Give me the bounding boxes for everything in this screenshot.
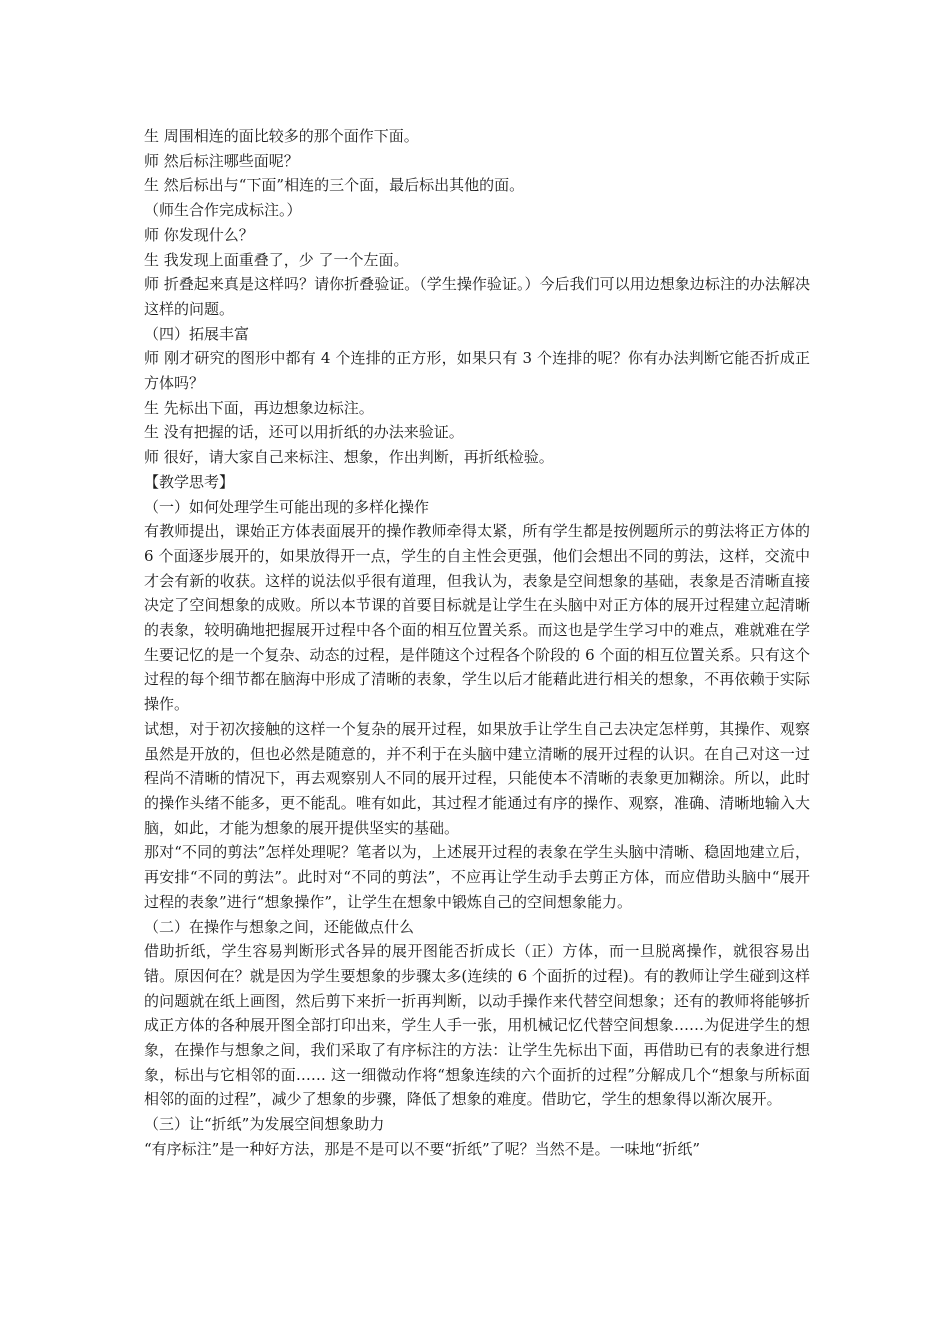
body-paragraph: “有序标注”是一种好方法，那是不是可以不要“折纸”了呢？当然不是。一味地“折纸” <box>144 1139 701 1158</box>
dialogue-line: 师 刚才研究的图形中都有 4 个连排的正方形，如果只有 3 个连排的呢？你有办法判断它能否折成正方体吗？ <box>144 349 810 393</box>
dialogue-line: 师 折叠起来真是这样吗？请你折叠验证。（学生操作验证。）今后我们可以用边想象边标注的办法解决这样的问题。 <box>144 275 810 318</box>
stage-note: （师生合作完成标注。） <box>144 201 302 220</box>
body-paragraph: 借助折纸，学生容易判断形式各异的展开图能否折成长（正）方体，而一旦脱离操作，就很容易出错。原因何在？就是因为学生要想象的步骤太多(连续的 6 个面折的过程)。有的教师让学生碰到这样的问题就在纸上画图，然后剪下来折一折再判断，以动手操作来代替空间想象；还有的教师将能够折成正方体的各种展开图全部打印出来，学生人手一张，用机械记忆代替空间想象……为促进学生的想象，在操作与想象之间，我们采取了有序标注的方法：让学生先标出下面，再借助已有的表象进行想象，标出与它相邻的面…… 这一细微动作将“想象连续的六个面折的过程”分解成几个“想象与所标面相邻的面的过程”，减少了想象的步骤，降低了想象的难度。借助它，学生的想象得以渐次展开。 <box>144 942 810 1109</box>
dialogue-line: 生 没有把握的话，还可以用折纸的办法来验证。 <box>144 423 464 442</box>
dialogue-line: 师 你发现什么？ <box>144 225 254 244</box>
dialogue-line: 师 很好，请大家自己来标注、想象，作出判断，再折纸检验。 <box>144 448 554 467</box>
subsection-heading: （三）让“折纸”为发展空间想象助力 <box>144 1115 385 1134</box>
document-body <box>144 124 810 1162</box>
dialogue-line: 师 然后标注哪些面呢？ <box>144 151 299 170</box>
dialogue-line: 生 周围相连的面比较多的那个面作下面。 <box>144 127 419 145</box>
subsection-heading: （二）在操作与想象之间，还能做点什么 <box>144 917 415 936</box>
dialogue-line: 生 我发现上面重叠了，少 了一个左面。 <box>144 250 409 269</box>
section-heading: 【教学思考】 <box>144 472 235 491</box>
body-paragraph: 有教师提出，课始正方体表面展开的操作教师牵得太紧，所有学生都是按例题所示的剪法将正方体的 6 个面逐步展开的，如果放得开一点，学生的自主性会更强，他们会想出不同的剪法，这样，交流中才会有新的收获。这样的说法似乎很有道理，但我认为，表象是空间想象的基础，表象是否清晰直接决定了空间想象的成败。所以本节课的首要目标就是让学生在头脑中对正方体的展开过程建立起清晰的表象，较明确地把握展开过程中各个面的相互位置关系。而这也是学生学习中的难点，难就难在学生要记忆的是一个复杂、动态的过程，是伴随这个过程各个阶段的 6 个面的相互位置关系。只有这个过程的每个细节都在脑海中形成了清晰的表象，学生以后才能藉此进行相关的想象，不再依赖于实际操作。 <box>144 522 810 714</box>
subsection-heading: （一）如何处理学生可能出现的多样化操作 <box>144 497 430 516</box>
body-paragraph: 试想，对于初次接触的这样一个复杂的展开过程，如果放手让学生自己去决定怎样剪，其操作、观察虽然是开放的，但也必然是随意的，并不利于在头脑中建立清晰的展开过程的认识。在自己对这一过程尚不清晰的情况下，再去观察别人不同的展开过程，只能使本不清晰的表象更加糊涂。所以，此时的操作头绪不能多，更不能乱。唯有如此，其过程才能通过有序的操作、观察，准确、清晰地输入大脑，如此，才能为想象的展开提供坚实的基础。 <box>144 719 810 837</box>
body-paragraph: 那对“不同的剪法”怎样处理呢？笔者以为，上述展开过程的表象在学生头脑中清晰、稳固地建立后，再安排“不同的剪法”。此时对“不同的剪法”，不应再让学生动手去剪正方体，而应借助头脑中“展开过程的表象”进行“想象操作”，让学生在想象中锻炼自己的空间想象能力。 <box>144 843 810 911</box>
section-heading: （四）拓展丰富 <box>144 324 250 343</box>
dialogue-line: 生 先标出下面，再边想象边标注。 <box>144 398 374 417</box>
dialogue-line: 生 然后标出与“下面”相连的三个面，最后标出其他的面。 <box>144 176 525 195</box>
